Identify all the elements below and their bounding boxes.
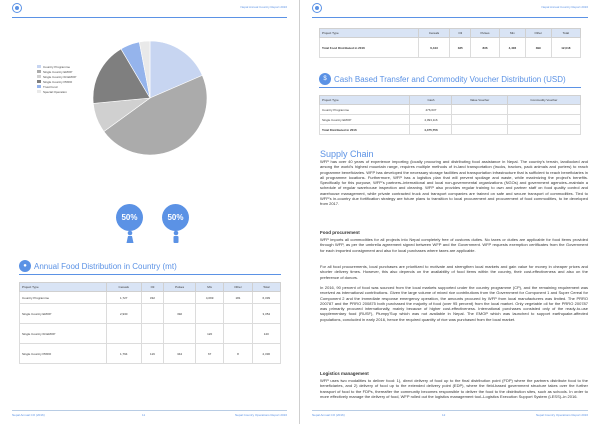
table-cell: Total Food Distributed in 2016	[320, 38, 419, 58]
table-header-cell: Pulses	[164, 283, 196, 292]
table-cell: 67	[195, 344, 223, 364]
table-cell: 836	[471, 38, 500, 58]
table-cell: 119	[141, 344, 164, 364]
table-cell	[507, 125, 580, 135]
pie-chart-svg	[90, 38, 210, 158]
table-header-cell: Value Voucher	[452, 96, 507, 105]
table-cell: 120	[252, 324, 280, 344]
logistics-paragraph: WFP uses two modalities to deliver food: 1), direct delivery of food up to the final distribution point (FDP) where the partners distribute food to the beneficiaries, and 2) delivery of food up to the extended delivery point (EDP), where the field-based government structure takes over the further transport of food to the FDPs, thereafter the community becomes responsible to deliver the food to the distribution sites, such as schools. In order to more effectively manage the delivery of food, WFP rolled out the logistics management tool–Logistics Execution Support System (LESS)–in 2016.	[320, 378, 588, 399]
table-header-cell: Cereals	[106, 283, 141, 292]
pie-chart	[15, 24, 210, 174]
table-cell: 120	[195, 324, 223, 344]
legend-swatch	[37, 80, 41, 83]
table-cell: 344	[164, 344, 196, 364]
legend-swatch	[37, 90, 41, 93]
table-row	[20, 324, 281, 344]
table-cell: 476,637	[410, 105, 452, 115]
header-divider	[12, 17, 287, 18]
table-cell	[224, 324, 252, 344]
legend-swatch	[37, 70, 41, 73]
legend-swatch	[37, 85, 41, 88]
wfp-logo-icon	[312, 3, 322, 13]
left-footer	[12, 413, 287, 419]
food-procurement-paragraph-1: WFP imports all commodities for all projects into Nepal completely free of customs duties. No taxes or duties are applicable for food items provided through WFP, as per the umbrella agreement signed between WFP and the Government. WFP requests exemption certificates from the Government for each imported consignment and also for local purchases where taxes are applicable.	[320, 237, 588, 253]
food-heading-underline	[19, 274, 281, 275]
legend-label: Single Country IR-EMOP	[43, 74, 77, 79]
table-cell: 399	[525, 38, 551, 58]
right-header	[312, 3, 588, 15]
right-footer	[312, 413, 588, 419]
table-cell	[141, 324, 164, 344]
food-basket-icon: ●	[19, 260, 31, 272]
table-cell: 181	[224, 292, 252, 304]
table-cell	[141, 304, 164, 324]
table-cell	[507, 115, 580, 125]
cbt-heading	[319, 73, 566, 85]
legend-label: Single Country EMOP	[43, 69, 73, 74]
food-procurement-paragraph-2: For all food procurements, local purchases are prioritized to motivate and strengthen local markets and gain value for money in cheaper prices and shorter delivery times. However, this also depends on the availability of food items within the country, their cost-effectiveness and also on the preference of donors.	[320, 264, 588, 280]
legend-label: Country Programme	[43, 64, 71, 69]
running-title: Nepal Annual Country Report 2016	[541, 5, 588, 9]
table-cell: 6,339	[252, 292, 280, 304]
table-total-row	[320, 38, 581, 58]
table-header-cell: Other	[525, 29, 551, 38]
table-cell: 392	[164, 304, 196, 324]
legend-label: Single Country PRRO	[43, 79, 73, 84]
table-header-cell: Cereals	[418, 29, 450, 38]
legend-swatch	[37, 75, 41, 78]
left-header	[12, 3, 287, 15]
female-percent-badge: 50%	[116, 204, 143, 231]
table-cell	[195, 304, 223, 324]
table-header-cell: Project Type	[20, 283, 107, 292]
table-cell: Single Country EMOP	[20, 304, 107, 324]
footer-divider	[12, 410, 287, 411]
table-cell: 2,330	[252, 344, 280, 364]
supply-chain-intro: WFP has over 40 years of experience importing (locally procuring and distributing food assistance in Nepal. The country's terrain, landlocked and among the world's highest mountain range, requires multiple methods of in-land transportation (trucks, tractors, pack animals and porters) to reach programme beneficiaries. WFP has developed the necessary storage facilities and transportation infrastructure that is sufficient to reach beneficiaries in all programme locations. Furthermore, WFP has a logistics plan that will prevent spoilage and waste, while maximizing the project's benefits. Specifically for this purpose, WFP's partners–international and local non-governmental organizations (NGOs) and government agencies–maintain a schedule of regular warehouse inspection and cleaning. WFP also provides regular training to own and partner staff on food quality control and warehouse management, while private contracted truck and transport companies are trained on safe and secure transport of commodities. Tied to WFP's in-country due fortification strategy are future plans to transition to local procurement and procurement of food commodities, to be developed from 2017.	[320, 159, 588, 207]
right-page	[300, 0, 600, 424]
page-number: 12	[442, 413, 446, 417]
food-distribution-heading	[19, 260, 177, 272]
table-cell: Total Distributed in 2016	[320, 125, 410, 135]
table-cell	[106, 324, 141, 344]
table-cell: Single Country EMOP	[320, 115, 410, 125]
legend-label: Special Operation	[43, 89, 67, 94]
cbt-table	[319, 95, 581, 135]
pie-legend	[37, 64, 97, 94]
table-header-cell: Total	[252, 283, 280, 292]
female-icon	[123, 230, 137, 244]
table-row	[20, 304, 281, 324]
table-cell	[452, 105, 507, 115]
table-header-cell: Mix	[499, 29, 525, 38]
table-cell: 335	[450, 38, 471, 58]
legend-label: Trust Fund	[43, 84, 58, 89]
table-header-cell: Total	[551, 29, 580, 38]
table-row	[320, 115, 581, 125]
legend-swatch	[37, 65, 41, 68]
food-procurement-paragraph-3: In 2016, 90 percent of food was sourced from the local markets supported under the country programme (CP), and the remaining requirement was received as international contributions. Given the large volume of mixed rice contributions from the Government for Component 1 and Super Cereal for Component 2 and the immediate response emergency operation, the amounts procured by WFP from local manufacturers was limited. The PRRO 200787 and the PRRO 200875 both purchased the majority of food (over 95 percent) from the local market. Only vegetable oil for the PRRO 200787 was primarily procured internationally, mainly because of higher cost-effectiveness. International purchases consisted only of the ready-to-use supplementary food (RUSF), Plumpy'Sup which was not available in Nepal. The EMOP which was launched to support earthquake-affected populations, concluded in early 2016, hence the required quantity of rice was purchased from the local market.	[320, 285, 588, 322]
table-header-cell: Project Type	[320, 96, 410, 105]
table-total-row	[320, 125, 581, 135]
table-cell	[164, 292, 196, 304]
table-cell: Single Country IR-EMOP	[20, 324, 107, 344]
table-cell: 3,354	[252, 304, 280, 324]
table-cell: 12,018	[551, 38, 580, 58]
food-total-table	[319, 28, 581, 58]
pie-legend-item	[37, 89, 97, 94]
table-cell: 1,727	[106, 292, 141, 304]
footer-right-text: Nepal Country Operations Report 2016	[234, 413, 287, 417]
table-header-cell: Other	[224, 283, 252, 292]
footer-right-text: Nepal Country Operations Report 2016	[535, 413, 588, 417]
table-cell: 4,099	[195, 292, 223, 304]
table-row	[20, 292, 281, 304]
table-cell: 2,930	[106, 304, 141, 324]
male-percent-badge: 50%	[162, 204, 189, 231]
table-row	[20, 344, 281, 364]
logistics-heading: Logistics management	[320, 371, 369, 376]
cash-icon: $	[319, 73, 331, 85]
table-header-cell: Commodity Voucher	[507, 96, 580, 105]
supply-chain-title: Supply Chain	[320, 149, 374, 159]
running-title: Nepal Annual Country Report 2016	[240, 5, 287, 9]
table-cell: 4,475,756	[410, 125, 452, 135]
table-cell: 4,093,116	[410, 115, 452, 125]
header-divider	[312, 17, 588, 18]
male-icon	[169, 230, 183, 244]
table-cell: Country Programme	[20, 292, 107, 304]
table-header-cell: Pulses	[471, 29, 500, 38]
table-cell	[452, 125, 507, 135]
table-cell: 332	[141, 292, 164, 304]
table-cell: 1,794	[106, 344, 141, 364]
table-row	[320, 105, 581, 115]
food-procurement-heading: Food procurement	[320, 230, 360, 235]
table-cell	[224, 304, 252, 324]
table-header-cell: Cash	[410, 96, 452, 105]
footer-left-text: Nepal Annual CO (2016)	[12, 413, 45, 417]
wfp-logo-icon	[12, 3, 22, 13]
table-cell: Country Programme	[320, 105, 410, 115]
cbt-title: Cash Based Transfer and Commodity Voucher Distribution (USD)	[334, 74, 566, 84]
food-distribution-table	[19, 282, 281, 364]
table-header-cell: Oil	[141, 283, 164, 292]
table-cell	[164, 324, 196, 344]
page-number: 11	[142, 413, 146, 417]
table-cell: Single Country PRRO	[20, 344, 107, 364]
table-header-cell: Mix	[195, 283, 223, 292]
table-header-cell: Project Type	[320, 29, 419, 38]
table-cell: 6,443	[418, 38, 450, 58]
table-cell: 4,406	[499, 38, 525, 58]
cbt-heading-underline	[319, 87, 581, 88]
table-cell	[507, 105, 580, 115]
table-cell: 8	[224, 344, 252, 364]
table-header-cell: Oil	[450, 29, 471, 38]
table-cell	[452, 115, 507, 125]
food-distribution-title: Annual Food Distribution in Country (mt)	[34, 261, 177, 271]
gender-stats	[110, 204, 200, 244]
footer-left-text: Nepal Annual CO (2016)	[312, 413, 345, 417]
footer-divider	[312, 410, 588, 411]
